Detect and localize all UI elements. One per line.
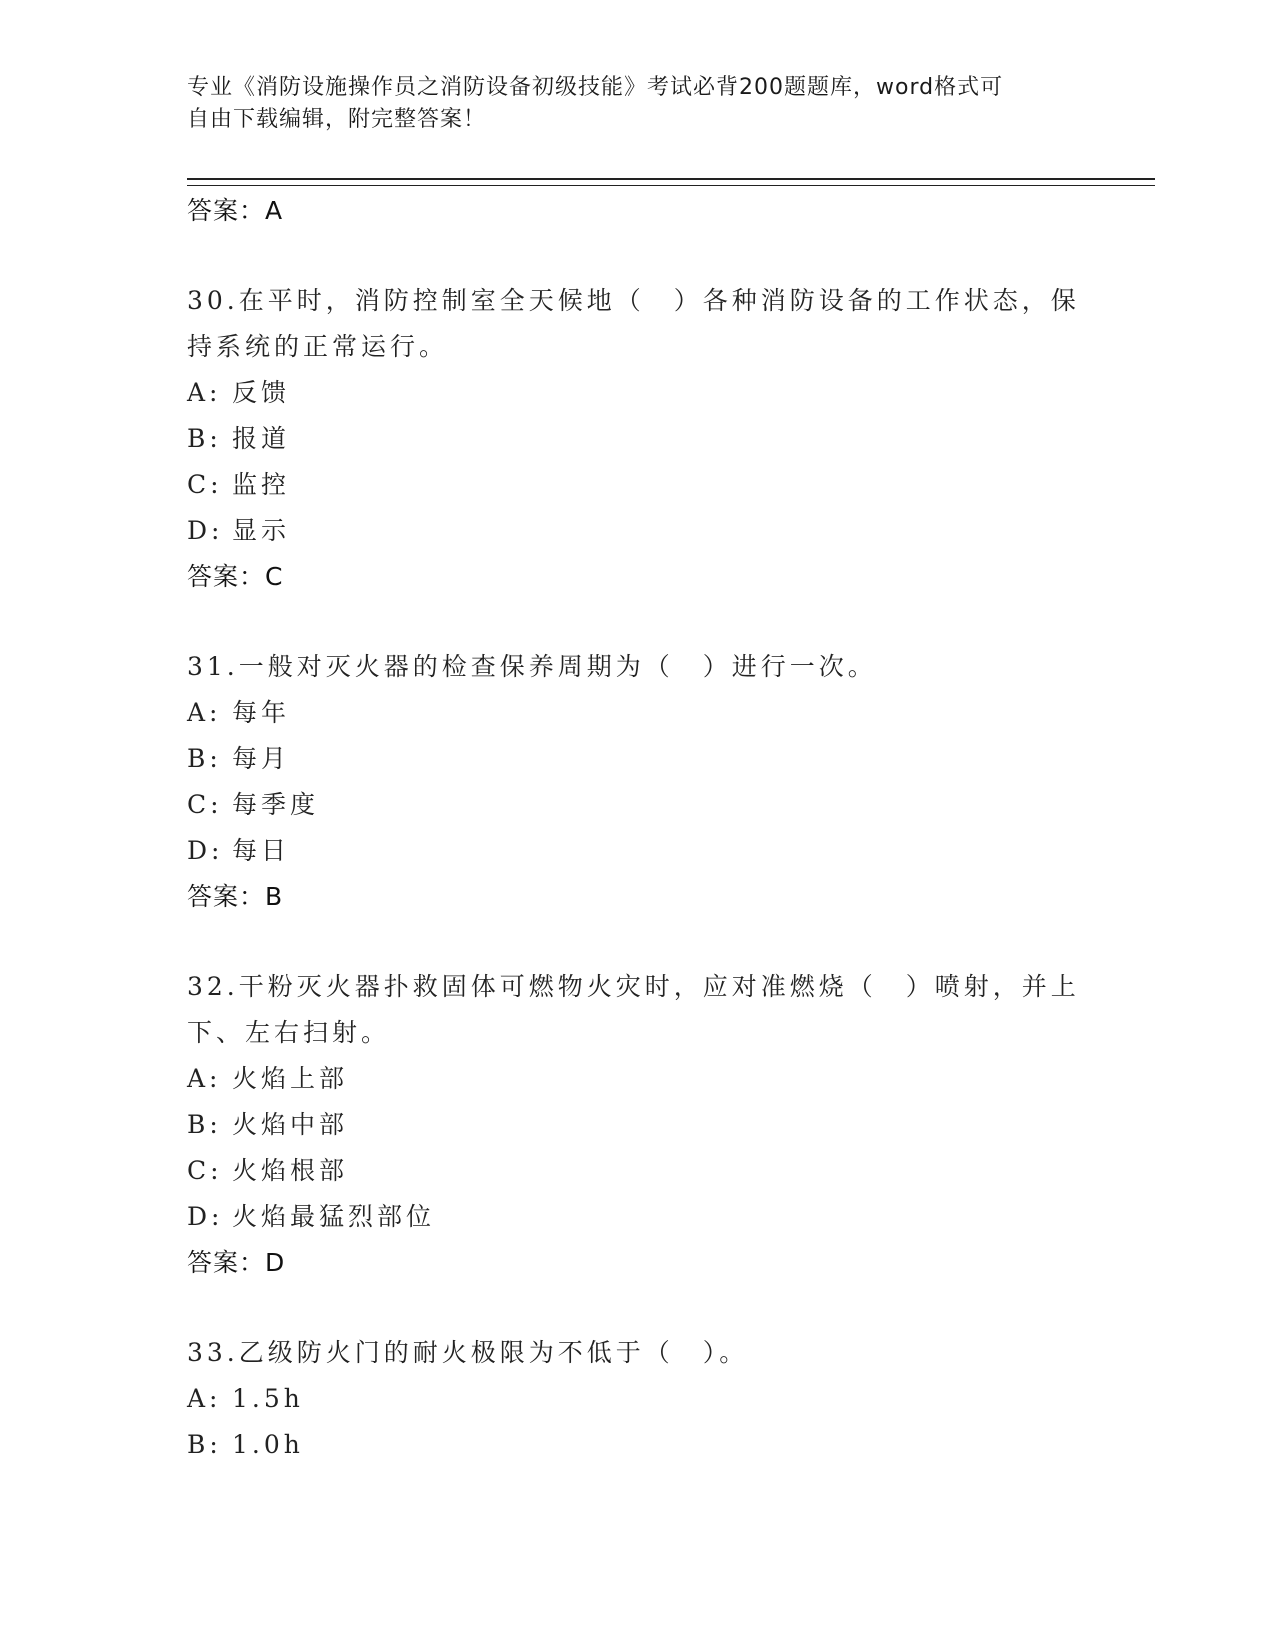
- spacer: [187, 600, 1087, 644]
- header-line-1: 专业《消防设施操作员之消防设备初级技能》考试必背200题题库，word格式可: [187, 75, 1004, 100]
- option-c: [187, 462, 1087, 508]
- option-a: [187, 690, 1087, 736]
- spacer: [187, 1286, 1087, 1330]
- option-text: 反馈: [232, 378, 291, 407]
- option-letter: C:: [187, 1156, 223, 1185]
- option-letter: D:: [187, 1202, 224, 1231]
- header-divider: [187, 178, 1155, 186]
- answer-line: 答案：B: [187, 882, 284, 911]
- option-letter: A:: [187, 1384, 222, 1413]
- question-text-line: 下、左右扫射。: [187, 1018, 391, 1047]
- option-letter: D:: [187, 836, 224, 865]
- option-text: 监控: [232, 470, 291, 499]
- option-text: 每年: [232, 698, 291, 727]
- option-text: 火焰根部: [232, 1156, 349, 1185]
- option-text: 每季度: [232, 790, 320, 819]
- option-c: [187, 1148, 1087, 1194]
- answer-line: 答案：C: [187, 562, 284, 591]
- option-text: 显示: [232, 516, 291, 545]
- option-text: 火焰上部: [232, 1064, 349, 1093]
- option-d: [187, 1194, 1087, 1240]
- question-block-30: [187, 278, 1087, 600]
- option-d: [187, 828, 1087, 874]
- option-text: 火焰最猛烈部位: [232, 1202, 436, 1231]
- question-block-33: [187, 1330, 1087, 1468]
- option-text: 1.0h: [232, 1430, 304, 1459]
- spacer: [187, 920, 1087, 964]
- option-b: [187, 416, 1087, 462]
- option-a: [187, 1376, 1087, 1422]
- option-text: 每月: [232, 744, 291, 773]
- option-letter: B:: [187, 744, 222, 773]
- document-header: [187, 72, 1067, 136]
- option-text: 1.5h: [232, 1384, 304, 1413]
- option-a: [187, 370, 1087, 416]
- option-c: [187, 782, 1087, 828]
- option-text: 报道: [232, 424, 291, 453]
- option-letter: A:: [187, 698, 222, 727]
- answer-line: 答案：D: [187, 1248, 286, 1277]
- option-b: [187, 1102, 1087, 1148]
- option-text: 每日: [232, 836, 291, 865]
- option-a: [187, 1056, 1087, 1102]
- option-text: 火焰中部: [232, 1110, 349, 1139]
- option-letter: D:: [187, 516, 224, 545]
- spacer: [187, 234, 1087, 278]
- option-letter: B:: [187, 1430, 222, 1459]
- question-text-line: 30.在平时，消防控制室全天候地（ ）各种消防设备的工作状态，保: [187, 286, 1080, 315]
- option-b: [187, 1422, 1087, 1468]
- header-line-2: 自由下载编辑，附完整答案！: [187, 107, 487, 132]
- option-b: [187, 736, 1087, 782]
- option-letter: A:: [187, 378, 222, 407]
- option-letter: B:: [187, 1110, 222, 1139]
- question-text-line: 31.一般对灭火器的检查保养周期为（ ）进行一次。: [187, 652, 877, 681]
- answer-line: 答案：A: [187, 196, 284, 225]
- question-text-line: 32.干粉灭火器扑救固体可燃物火灾时，应对准燃烧（ ）喷射，并上: [187, 972, 1080, 1001]
- document-body: [187, 188, 1087, 1468]
- option-letter: A:: [187, 1064, 222, 1093]
- option-d: [187, 508, 1087, 554]
- question-block-31: [187, 644, 1087, 920]
- question-block-32: [187, 964, 1087, 1286]
- question-text-line: 33.乙级防火门的耐火极限为不低于（ ）。: [187, 1338, 749, 1367]
- option-letter: C:: [187, 790, 223, 819]
- question-text-line: 持系统的正常运行。: [187, 332, 449, 361]
- option-letter: C:: [187, 470, 223, 499]
- option-letter: B:: [187, 424, 222, 453]
